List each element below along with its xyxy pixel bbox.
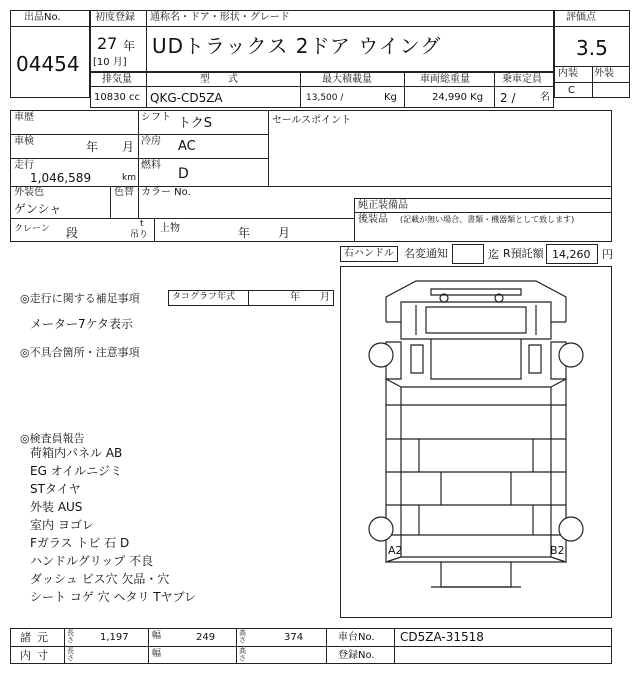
- recycle-deposit-amount: 14,260: [552, 248, 591, 261]
- defects-title: ◎不具合箇所・注意事項: [20, 346, 140, 359]
- ac-label: 冷房: [141, 136, 161, 147]
- history-label: 車歴: [14, 112, 34, 123]
- recycle-deposit-unit: 円: [602, 248, 613, 261]
- gross-weight: 24,990 Kg: [432, 92, 484, 103]
- name-change-label: 名変通知: [404, 247, 448, 260]
- inner-dimensions-label: 内寸: [20, 649, 54, 662]
- lot-number: 04454: [16, 52, 80, 76]
- chassis-number: CD5ZA-31518: [400, 630, 484, 644]
- width-label-inner: 幅: [152, 649, 162, 659]
- standard-equipment-label: 純正装備品: [358, 200, 408, 211]
- damage-marker-a2: A2: [388, 544, 403, 557]
- exterior-grade-label: 外装: [594, 68, 614, 79]
- max-load-label: 最大積載量: [322, 74, 372, 85]
- mileage-note: メーター7ケタ表示: [30, 317, 134, 331]
- truck-outline: [341, 267, 611, 617]
- upper-body-year: 年: [238, 226, 251, 240]
- inspector-line: シート コゲ 穴 ヘタリ Tヤブレ: [30, 590, 197, 604]
- crane-ton: t: [140, 219, 144, 229]
- first-registration-label: 初度登録: [95, 12, 135, 23]
- model-type: QKG-CD5ZA: [150, 91, 223, 105]
- fuel-value: D: [178, 166, 189, 182]
- ac-value: AC: [178, 139, 196, 154]
- max-load: 13,500 /: [306, 93, 344, 103]
- upper-body-month: 月: [278, 226, 291, 240]
- inspector-report-title: ◎検査員報告: [20, 432, 85, 445]
- interior-grade: C: [568, 85, 575, 96]
- tachograph-label: タコグラフ年式: [172, 292, 236, 302]
- length-value: 1,197: [100, 632, 129, 643]
- inspector-line: 荷箱内パネル AB: [30, 446, 123, 460]
- mileage-note-title: ◎走行に関する補足事項: [20, 292, 140, 305]
- height-label: 高さ: [239, 629, 246, 644]
- color-value: ゲンシャ: [14, 202, 62, 216]
- inspection-year: 年: [86, 140, 99, 154]
- shift-value: トクS: [178, 116, 212, 131]
- height-label-inner: 高さ: [239, 647, 246, 662]
- dimensions-label: 諸元: [20, 631, 54, 644]
- inspector-line: 室内 ヨゴレ: [30, 518, 94, 532]
- interior-grade-label: 内装: [558, 68, 578, 79]
- model-title: UDトラックス 2ドア ウイング: [152, 34, 442, 58]
- tax-prefix: 迄: [488, 248, 499, 261]
- inspector-line: Fガラス トビ 石 D: [30, 536, 130, 550]
- model-title-label: 通称名・ドア・形状・グレード: [150, 12, 290, 23]
- color-code-label: カラー No.: [141, 187, 191, 198]
- aftermarket-note: (記載が無い場合、書類・機器類として致します): [400, 215, 575, 224]
- width-value: 249: [196, 632, 216, 643]
- capacity-unit: 名: [540, 92, 550, 103]
- max-load-unit: Kg: [384, 92, 397, 103]
- inspector-line: STタイヤ: [30, 482, 81, 496]
- inspector-line: EG オイルニジミ: [30, 464, 123, 478]
- length-label: 長さ: [67, 629, 74, 644]
- lot-number-label: 出品No.: [24, 12, 61, 23]
- displacement-label: 排気量: [102, 74, 132, 85]
- crane-label: クレーン: [14, 224, 50, 234]
- mileage-label: 走行: [14, 160, 34, 171]
- crane-hang: 吊り: [130, 230, 149, 240]
- sales-point-label: セールスポイント: [272, 115, 352, 126]
- vehicle-diagram: [340, 266, 612, 618]
- fuel-label: 燃料: [141, 160, 161, 171]
- mileage-value: 1,046,589: [30, 171, 92, 185]
- displacement: 10830 cc: [94, 92, 140, 103]
- recycle-deposit-label: R預託額: [503, 247, 544, 260]
- inspection-month: 月: [122, 140, 135, 154]
- length-label-inner: 長さ: [67, 647, 74, 662]
- tachograph-month: 月: [320, 292, 330, 303]
- tachograph-year: 年: [290, 292, 300, 303]
- steering-value: 右ハンドル: [344, 248, 394, 259]
- year-suffix: 年: [123, 39, 136, 53]
- inspector-line: ハンドルグリップ 不良: [30, 554, 154, 568]
- damage-marker-b2: B2: [550, 544, 565, 557]
- aftermarket-label: 後装品: [358, 214, 388, 225]
- inspector-line: ダッシュ ビス穴 欠品・穴: [30, 572, 170, 586]
- first-registration-month: [10 月]: [93, 57, 127, 68]
- color-label: 外装色: [14, 187, 44, 198]
- model-type-label: 型式: [200, 74, 256, 85]
- upper-body-label: 上物: [160, 223, 180, 234]
- registration-number-label: 登録No.: [338, 650, 375, 661]
- height-value: 374: [284, 632, 304, 643]
- crane-stage: 段: [66, 226, 79, 240]
- inspector-line: 外装 AUS: [30, 500, 83, 514]
- shift-label: シフト: [141, 112, 171, 123]
- evaluation-label: 評価点: [566, 12, 596, 23]
- chassis-number-label: 車台No.: [338, 632, 375, 643]
- first-registration-year: 27: [97, 34, 118, 53]
- color-change-label: 色替: [114, 187, 134, 198]
- mileage-unit: km: [122, 173, 136, 183]
- gross-weight-label: 車両総重量: [420, 74, 470, 85]
- inspection-label: 車検: [14, 136, 34, 147]
- capacity-label: 乗車定員: [502, 74, 542, 85]
- width-label: 幅: [152, 631, 162, 641]
- name-change-box: [452, 244, 484, 264]
- capacity: 2 /: [500, 91, 516, 105]
- evaluation-score: 3.5: [576, 36, 608, 60]
